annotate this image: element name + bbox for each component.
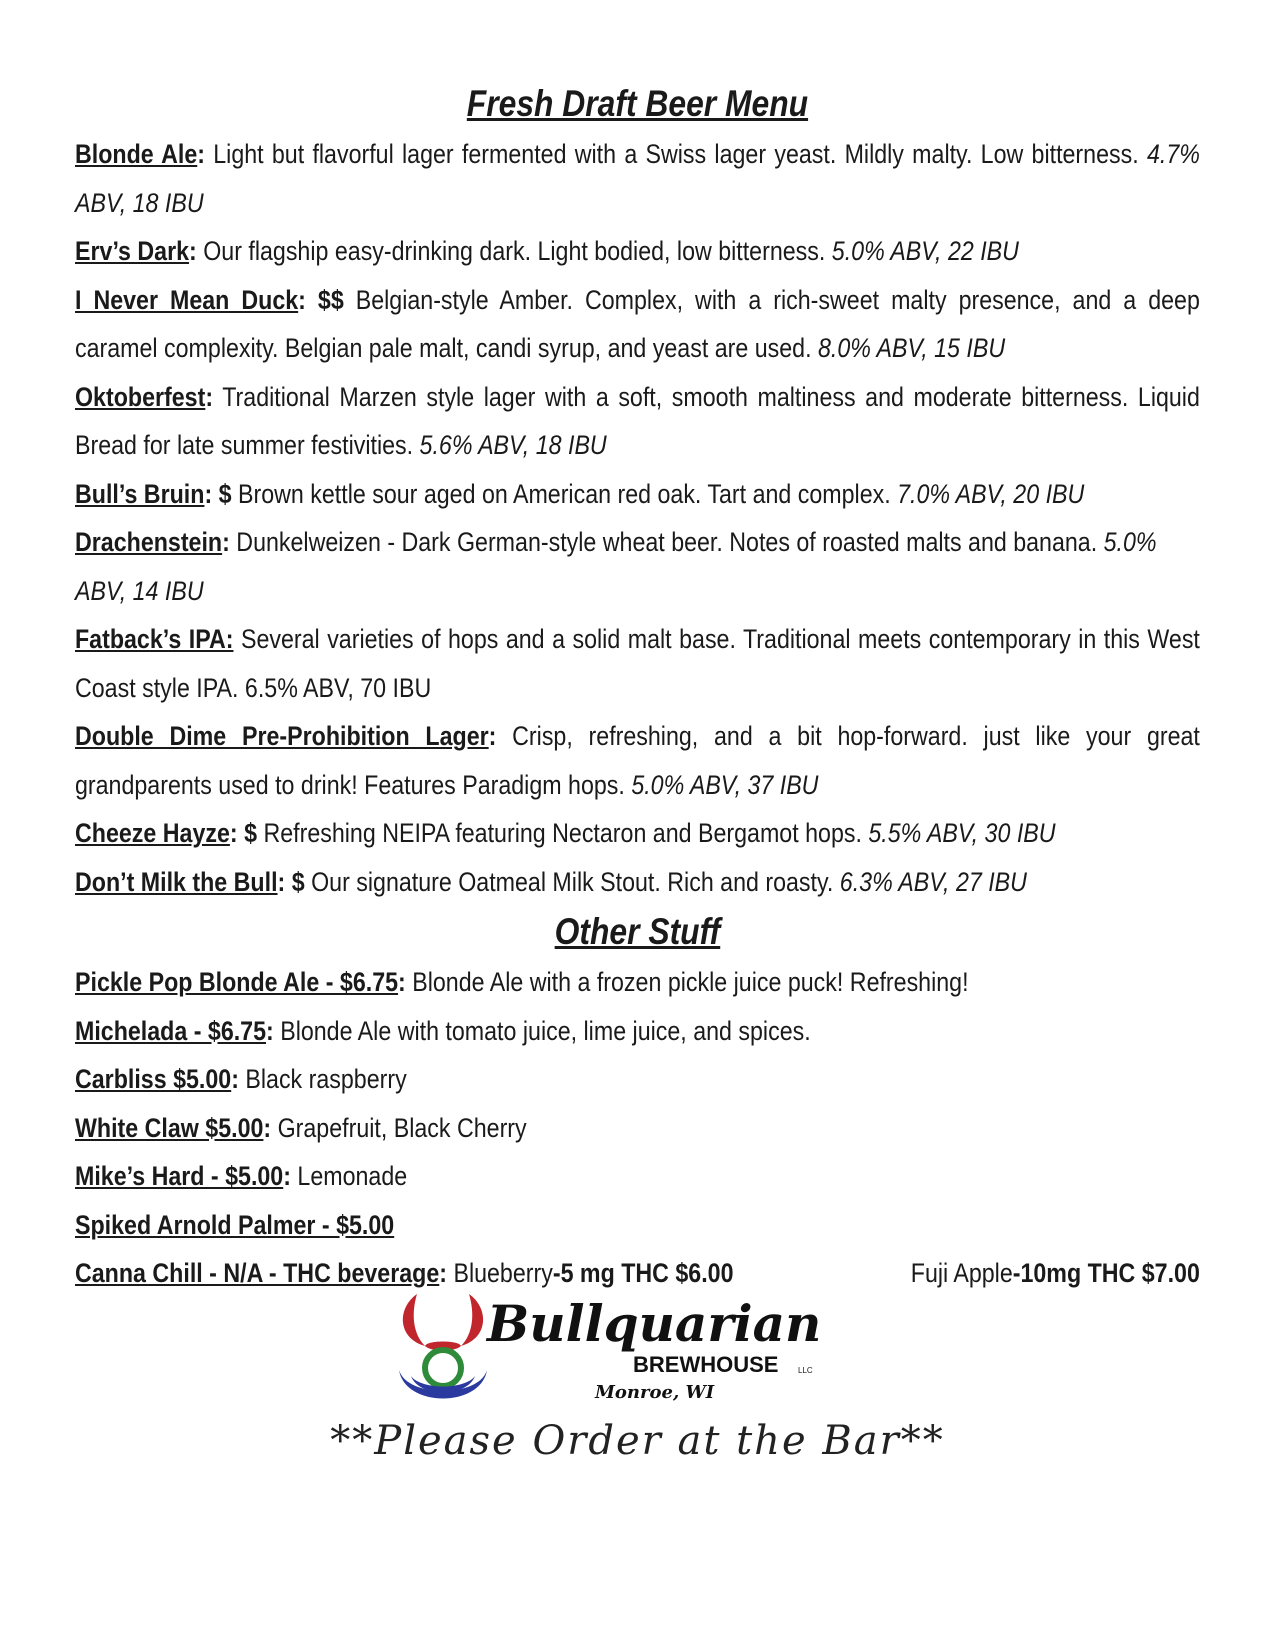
beer-item: Double Dime Pre-Prohibition Lager: Crisp, refreshing, and a bit hop-forward. just like your great grandparents used to drink! Features Paradigm hops. 5.0% ABV, 37 IBU	[75, 721, 1200, 800]
beer-abv: 7.0% ABV, 20 IBU	[897, 478, 1085, 509]
beer-description: Several varieties of hops and a solid malt base. Traditional meets contemporary in this West Coast style IPA. 6.5% ABV, 70 IBU	[75, 624, 1200, 703]
canna-chill-main: Canna Chill - N/A - THC beverage: Blueberry-5 mg THC $6.00	[75, 1258, 734, 1288]
other-item-description: Blonde Ale with tomato juice, lime juice, and spices.	[273, 1015, 811, 1046]
other-stuff-title: Other Stuff	[554, 911, 721, 952]
beer-item: Drachenstein: Dunkelweizen - Dark German-style wheat beer. Notes of roasted malts and banana. 5.0% ABV, 14 IBU	[75, 527, 1157, 606]
beer-item: Erv’s Dark: Our flagship easy-drinking dark. Light bodied, low bitterness. 5.0% ABV, 22 IBU	[75, 236, 1019, 266]
beer-menu-title: Fresh Draft Beer Menu	[466, 83, 809, 124]
green-ring	[425, 1350, 461, 1386]
other-item-description: Grapefruit, Black Cherry	[271, 1112, 527, 1143]
canna-chill-option-2	[911, 1249, 1200, 1298]
beer-item: Oktoberfest: Traditional Marzen style lager with a soft, smooth maltiness and moderate bitterness. Liquid Bread for late summer festivities. 5.6% ABV, 18 IBU	[75, 381, 1200, 460]
beer-item	[75, 615, 1200, 712]
beer-description: Our flagship easy-drinking dark. Light bodied, low bitterness.	[196, 236, 832, 266]
beer-description: Brown kettle sour aged on American red oak. Tart and complex.	[231, 478, 898, 509]
other-item-name: Michelada - $6.75	[75, 1015, 267, 1046]
beer-name: Bull’s Bruin	[75, 478, 205, 509]
other-item-name: Carbliss $5.00	[75, 1064, 232, 1094]
beer-description: Dunkelweizen - Dark German-style wheat beer. Notes of roasted malts and banana.	[229, 527, 1104, 557]
other-item-name: Mike’s Hard - $5.00	[75, 1161, 284, 1191]
logo-llc: LLC	[798, 1366, 813, 1375]
beer-name: Erv’s Dark	[75, 236, 190, 266]
horn-right	[461, 1294, 483, 1346]
other-item	[75, 1201, 1200, 1250]
beer-item: Blonde Ale: Light but flavorful lager fermented with a Swiss lager yeast. Mildly malty. Low bitterness. 4.7% ABV, 18 IBU	[75, 139, 1200, 218]
brewhouse-logo	[395, 1290, 875, 1425]
logo-subtitle: BREWHOUSE	[633, 1352, 779, 1377]
beer-abv: 8.0% ABV, 15 IBU	[817, 333, 1006, 363]
beer-abv: 4.7% ABV, 18 IBU	[75, 139, 1200, 218]
beer-name: Double Dime Pre-Prohibition Lager	[75, 721, 489, 751]
beer-item: Cheeze Hayze: $ Refreshing NEIPA featuring Nectaron and Bergamot hops. 5.5% ABV, 30 IBU	[75, 818, 1056, 848]
other-item: White Claw $5.00: Grapefruit, Black Cherry	[75, 1112, 527, 1143]
canna-option-flavor: Fuji Apple	[910, 1258, 1013, 1288]
beer-description: Belgian-style Amber. Complex, with a rich-sweet malty presence, and a deep caramel complexity. Belgian pale malt, candi syrup, and yeast are used.	[75, 284, 1200, 363]
logo-location: Monroe, WI	[595, 1382, 715, 1403]
beer-abv: 5.0% ABV, 37 IBU	[631, 769, 819, 800]
beer-name: I Never Mean Duck	[75, 284, 299, 315]
beer-item: I Never Mean Duck: $$ Belgian-style Amber. Complex, with a rich-sweet malty presence, and a deep caramel complexity. Belgian pale malt, candi syrup, and yeast are used. 8.0% ABV, 15 IBU	[75, 284, 1200, 363]
beer-abv: 5.6% ABV, 18 IBU	[419, 430, 607, 460]
other-item-description: Black raspberry	[238, 1064, 407, 1094]
beer-item: Don’t Milk the Bull: $ Our signature Oatmeal Milk Stout. Rich and roasty. 6.3% ABV, 27 IBU	[75, 866, 1027, 897]
beer-abv: 5.0% ABV, 22 IBU	[831, 236, 1019, 266]
other-item: Michelada - $6.75: Blonde Ale with tomato juice, lime juice, and spices.	[75, 1015, 811, 1046]
beer-name: Blonde Ale	[75, 139, 198, 169]
beer-description: Refreshing NEIPA featuring Nectaron and Bergamot hops.	[256, 818, 869, 848]
canna-option-detail: -5 mg THC $6.00	[552, 1258, 734, 1288]
beer-item: Bull’s Bruin: $ Brown kettle sour aged on American red oak. Tart and complex. 7.0% ABV, 20 IBU	[75, 478, 1085, 509]
beer-name: Oktoberfest	[75, 381, 206, 412]
order-at-bar-notice: **Please Order at the Bar**	[330, 1418, 945, 1464]
beer-abv: 5.0% ABV, 14 IBU	[75, 527, 1157, 606]
other-item: Carbliss $5.00: Black raspberry	[75, 1064, 407, 1094]
menu-content	[75, 78, 1200, 1298]
other-item: Pickle Pop Blonde Ale - $6.75: Blonde Ale with a frozen pickle juice puck! Refreshing!	[75, 967, 969, 997]
logo-brand-name: Bullquarian	[487, 1294, 822, 1353]
other-item-description: Blonde Ale with a frozen pickle juice puck! Refreshing!	[405, 967, 969, 997]
beer-description: Our signature Oatmeal Milk Stout. Rich and roasty.	[304, 866, 840, 897]
beer-description: Crisp, refreshing, and a bit hop-forward. just like your great grandparents used to drink! Features Paradigm hops.	[75, 721, 1200, 800]
other-item-description: Lemonade	[290, 1161, 408, 1191]
beer-description: Traditional Marzen style lager with a soft, smooth maltiness and moderate bitterness. Liquid Bread for late summer festivities.	[75, 381, 1200, 460]
other-item-name: White Claw $5.00	[75, 1112, 264, 1143]
beer-abv: 6.3% ABV, 27 IBU	[839, 866, 1027, 897]
horn-left	[403, 1294, 425, 1346]
beer-name: Cheeze Hayze	[75, 818, 230, 848]
other-item: Mike’s Hard - $5.00: Lemonade	[75, 1161, 408, 1191]
other-item-name: Spiked Arnold Palmer - $5.00	[75, 1209, 395, 1240]
beer-name: Don’t Milk the Bull	[75, 866, 278, 897]
canna-option-detail: -10mg THC $7.00	[1012, 1258, 1200, 1288]
other-item-name: Pickle Pop Blonde Ale - $6.75	[75, 967, 399, 997]
beer-abv: 5.5% ABV, 30 IBU	[868, 818, 1056, 848]
canna-option-flavor: Blueberry	[447, 1258, 553, 1288]
beer-description: Light but flavorful lager fermented with a Swiss lager yeast. Mildly malty. Low bitterness.	[204, 139, 1147, 169]
beer-name: Fatback’s IPA:	[75, 624, 234, 654]
other-item-name: Canna Chill - N/A - THC beverage	[75, 1258, 440, 1288]
beer-name: Drachenstein	[75, 527, 223, 557]
bull-horns-icon	[395, 1290, 491, 1410]
